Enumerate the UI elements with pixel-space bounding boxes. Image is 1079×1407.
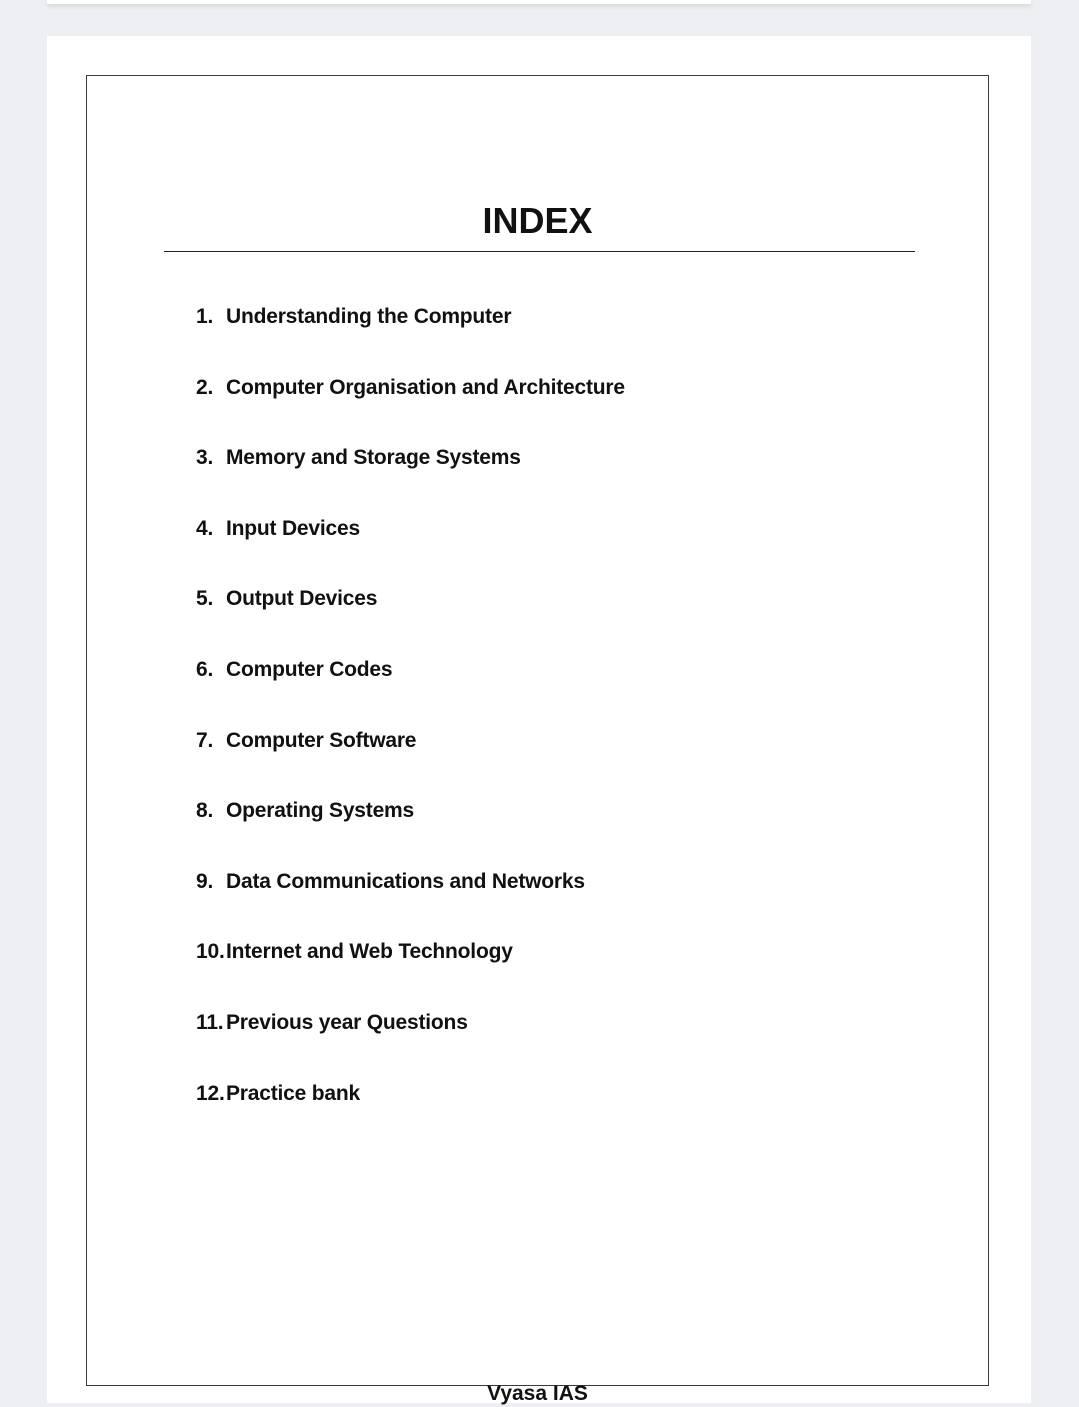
index-item-1 [196, 304, 625, 375]
index-item-label: Practice bank [226, 1081, 360, 1105]
index-item-3 [196, 445, 625, 516]
index-item-number: 9. [196, 869, 214, 893]
index-item-number: 11. [196, 1010, 224, 1034]
index-item-4 [196, 516, 625, 587]
index-item-12 [196, 1081, 625, 1152]
index-item-5 [196, 586, 625, 657]
index-item-number: 5. [196, 587, 214, 611]
index-item-label: Memory and Storage Systems [226, 446, 521, 470]
index-item-10 [196, 939, 625, 1010]
index-item-label: Data Communications and Networks [226, 869, 585, 893]
page-footer: Vyasa IAS [487, 1382, 588, 1405]
index-item-number: 1. [196, 305, 214, 328]
index-item-label: Internet and Web Technology [226, 940, 513, 964]
index-item-label: Computer Software [226, 728, 417, 752]
document-page [47, 36, 1031, 1403]
index-item-2 [196, 375, 625, 446]
index-item-6 [196, 657, 625, 728]
title-underline [164, 251, 915, 252]
index-item-7 [196, 728, 625, 799]
index-item-number: 6. [196, 657, 214, 681]
index-item-label: Operating Systems [226, 799, 414, 823]
index-item-label: Previous year Questions [226, 1010, 468, 1034]
index-item-number: 12. [196, 1081, 225, 1105]
index-item-number: 4. [196, 516, 214, 540]
index-item-label: Output Devices [226, 587, 378, 611]
index-item-label: Computer Codes [226, 657, 393, 681]
index-item-label: Input Devices [226, 516, 360, 540]
index-item-8 [196, 798, 625, 869]
index-item-11 [196, 1010, 625, 1081]
index-list [196, 304, 625, 1151]
index-item-number: 2. [196, 375, 214, 399]
page-title: INDEX [482, 200, 593, 241]
index-item-9 [196, 869, 625, 940]
index-item-label: Understanding the Computer [226, 305, 512, 328]
index-item-number: 10. [196, 940, 225, 964]
index-item-number: 3. [196, 446, 214, 470]
page-border-frame [86, 75, 989, 1405]
index-item-number: 8. [196, 799, 214, 823]
index-item-number: 7. [196, 728, 214, 752]
index-item-label: Computer Organisation and Architecture [226, 375, 625, 399]
previous-page-edge [47, 0, 1031, 4]
